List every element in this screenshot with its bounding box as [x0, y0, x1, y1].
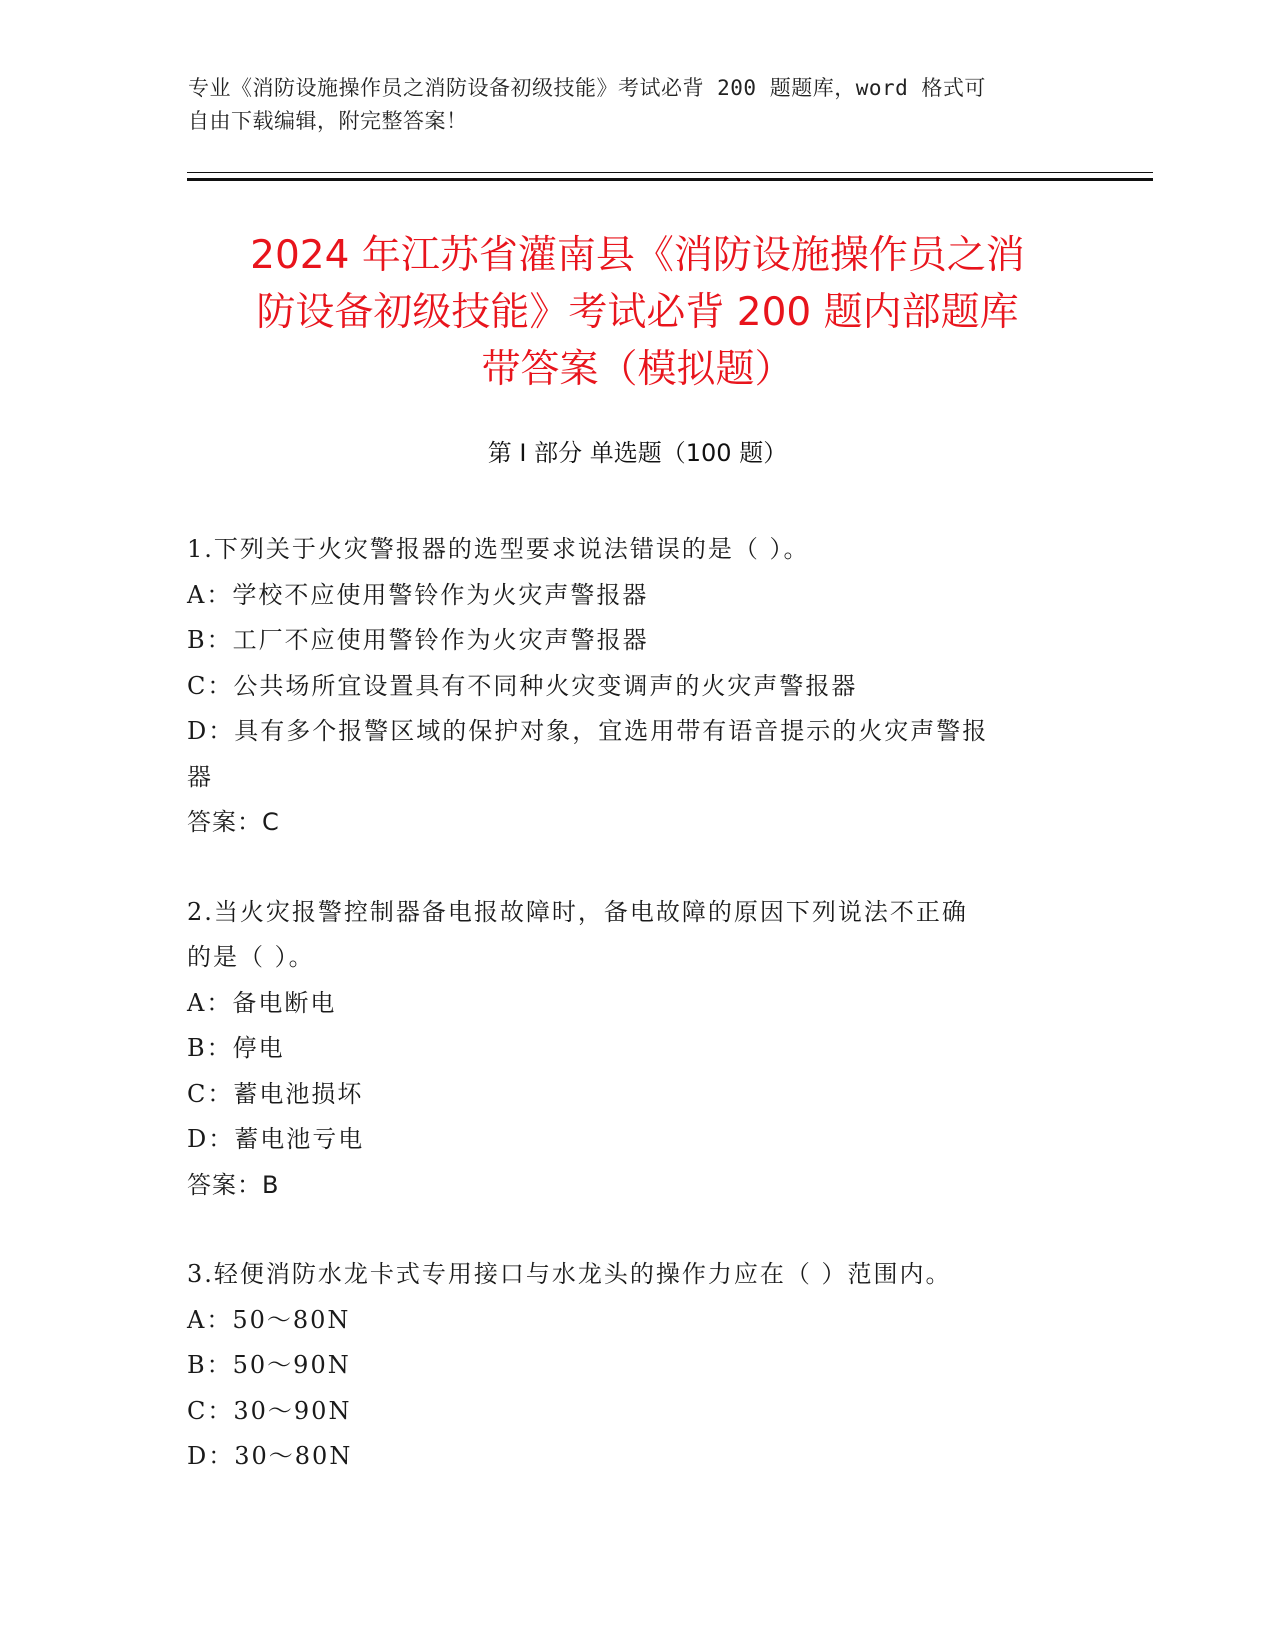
option-d: D：30～80N — [187, 1442, 353, 1470]
option-c: C：30～90N — [187, 1396, 352, 1425]
title-line: 2024 年江苏省灌南县《消防设施操作员之消 — [250, 233, 1025, 278]
question-stem-continuation: 的是（ ）。 — [187, 943, 315, 971]
option-b: B：停电 — [187, 1034, 285, 1062]
question-3 — [187, 1252, 1077, 1480]
option-d: D：蓄电池亏电 — [187, 1125, 365, 1153]
title-line: 防设备初级技能》考试必背 200 题内部题库 — [256, 290, 1019, 335]
question-2 — [187, 890, 1077, 1209]
question-stem: 1.下列关于火灾警报器的选型要求说法错误的是（ ）。 — [187, 535, 810, 563]
question-stem: 3.轻便消防水龙卡式专用接口与水龙头的操作力应在（ ）范围内。 — [187, 1260, 952, 1288]
title-line: 带答案（模拟题） — [481, 347, 794, 392]
question-1 — [187, 527, 1077, 846]
option-a: A：备电断电 — [187, 988, 337, 1017]
option-b: B：50～90N — [187, 1351, 351, 1379]
header-divider-thin — [187, 172, 1153, 173]
question-list — [187, 527, 1077, 1524]
header-note — [188, 72, 1058, 138]
option-d: D：具有多个报警区域的保护对象，宜选用带有语音提示的火灾声警报 — [187, 717, 989, 745]
option-a: A：50～80N — [187, 1305, 351, 1334]
header-note-line: 专业《消防设施操作员之消防设备初级技能》考试必背 200 题题库，word 格式可 — [188, 76, 986, 100]
document-title — [180, 227, 1095, 398]
answer: 答案：C — [187, 808, 280, 836]
section-heading: 第 I 部分 单选题（100 题） — [487, 439, 788, 467]
option-c: C：公共场所宜设置具有不同种火灾变调声的火灾声警报器 — [187, 671, 858, 700]
option-c: C：蓄电池损坏 — [187, 1079, 364, 1108]
option-b: B：工厂不应使用警铃作为火灾声警报器 — [187, 626, 649, 654]
header-note-line: 自由下载编辑，附完整答案！ — [188, 109, 468, 133]
option-a: A：学校不应使用警铃作为火灾声警报器 — [187, 580, 649, 609]
option-d-continuation: 器 — [187, 762, 213, 791]
header-divider-thick — [187, 178, 1153, 181]
answer: 答案：B — [187, 1170, 280, 1199]
question-stem: 2.当火灾报警控制器备电报故障时，备电故障的原因下列说法不正确 — [187, 897, 968, 926]
